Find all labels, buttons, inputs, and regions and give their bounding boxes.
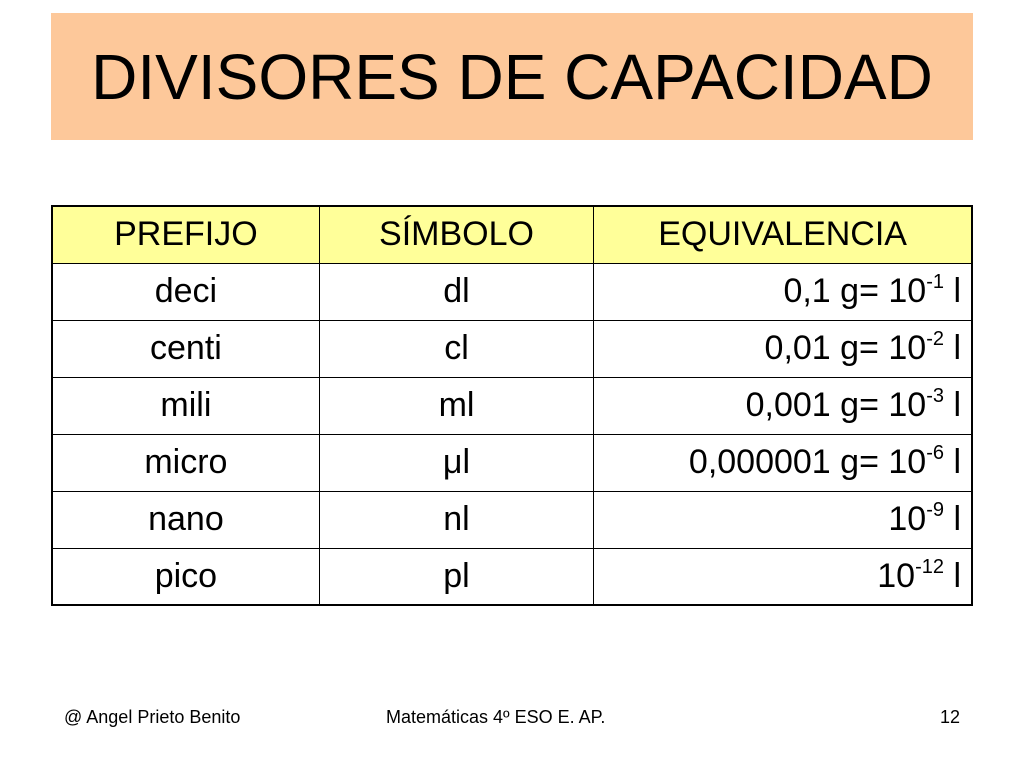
equivalence-cell (594, 377, 972, 434)
equivalence-cell (594, 263, 972, 320)
prefix-cell: mili (52, 377, 319, 434)
title-banner (51, 13, 973, 140)
slide-title: DIVISORES DE CAPACIDAD (91, 40, 933, 113)
eq-unit: l (944, 272, 961, 310)
header-equivalence: EQUIVALENCIA (594, 206, 972, 263)
symbol-cell: ml (319, 377, 593, 434)
eq-base: 10 (888, 443, 927, 481)
table-row (52, 320, 972, 377)
header-prefix: PREFIJO (52, 206, 319, 263)
equivalence-cell (594, 320, 972, 377)
eq-exponent: -1 (926, 271, 944, 293)
eq-prefix: 0,1 g= (783, 272, 889, 310)
eq-unit: l (944, 556, 961, 595)
eq-exponent: -6 (926, 442, 944, 464)
table-row (52, 548, 972, 605)
eq-prefix: 0,000001 g= (688, 443, 889, 481)
eq-base: 10 (888, 386, 927, 424)
prefix-cell: centi (52, 320, 319, 377)
eq-unit: l (944, 500, 961, 538)
prefix-cell: micro (52, 434, 319, 491)
eq-exponent: -12 (915, 555, 944, 578)
capacity-table (51, 205, 973, 606)
eq-base: 10 (888, 329, 927, 367)
eq-base: 10 (888, 272, 927, 310)
prefix-cell: pico (52, 548, 319, 605)
prefix-cell: nano (52, 491, 319, 548)
table-row (52, 434, 972, 491)
symbol-cell: pl (319, 548, 593, 605)
eq-exponent: -2 (926, 328, 944, 350)
symbol-cell: nl (319, 491, 593, 548)
eq-prefix: 0,01 g= (764, 329, 889, 367)
table-header-row (52, 206, 972, 263)
symbol-cell: dl (319, 263, 593, 320)
eq-unit: l (944, 443, 961, 481)
eq-base: 10 (877, 556, 916, 595)
symbol-cell: cl (319, 320, 593, 377)
table-row (52, 377, 972, 434)
table-row (52, 263, 972, 320)
eq-exponent: -3 (926, 385, 944, 407)
eq-base: 10 (888, 500, 927, 538)
eq-unit: l (944, 329, 961, 367)
prefix-cell: deci (52, 263, 319, 320)
equivalence-cell (594, 548, 972, 605)
eq-prefix: 0,001 g= (745, 386, 889, 424)
equivalence-cell (594, 434, 972, 491)
footer-course: Matemáticas 4º ESO E. AP. (386, 707, 606, 727)
table-row (52, 491, 972, 548)
footer-author: @ Angel Prieto Benito (64, 707, 241, 727)
eq-unit: l (944, 386, 961, 424)
equivalence-cell (594, 491, 972, 548)
eq-exponent: -9 (926, 499, 944, 521)
header-symbol: SÍMBOLO (319, 206, 593, 263)
symbol-cell: μl (319, 434, 593, 491)
footer-page-number: 12 (940, 707, 961, 727)
